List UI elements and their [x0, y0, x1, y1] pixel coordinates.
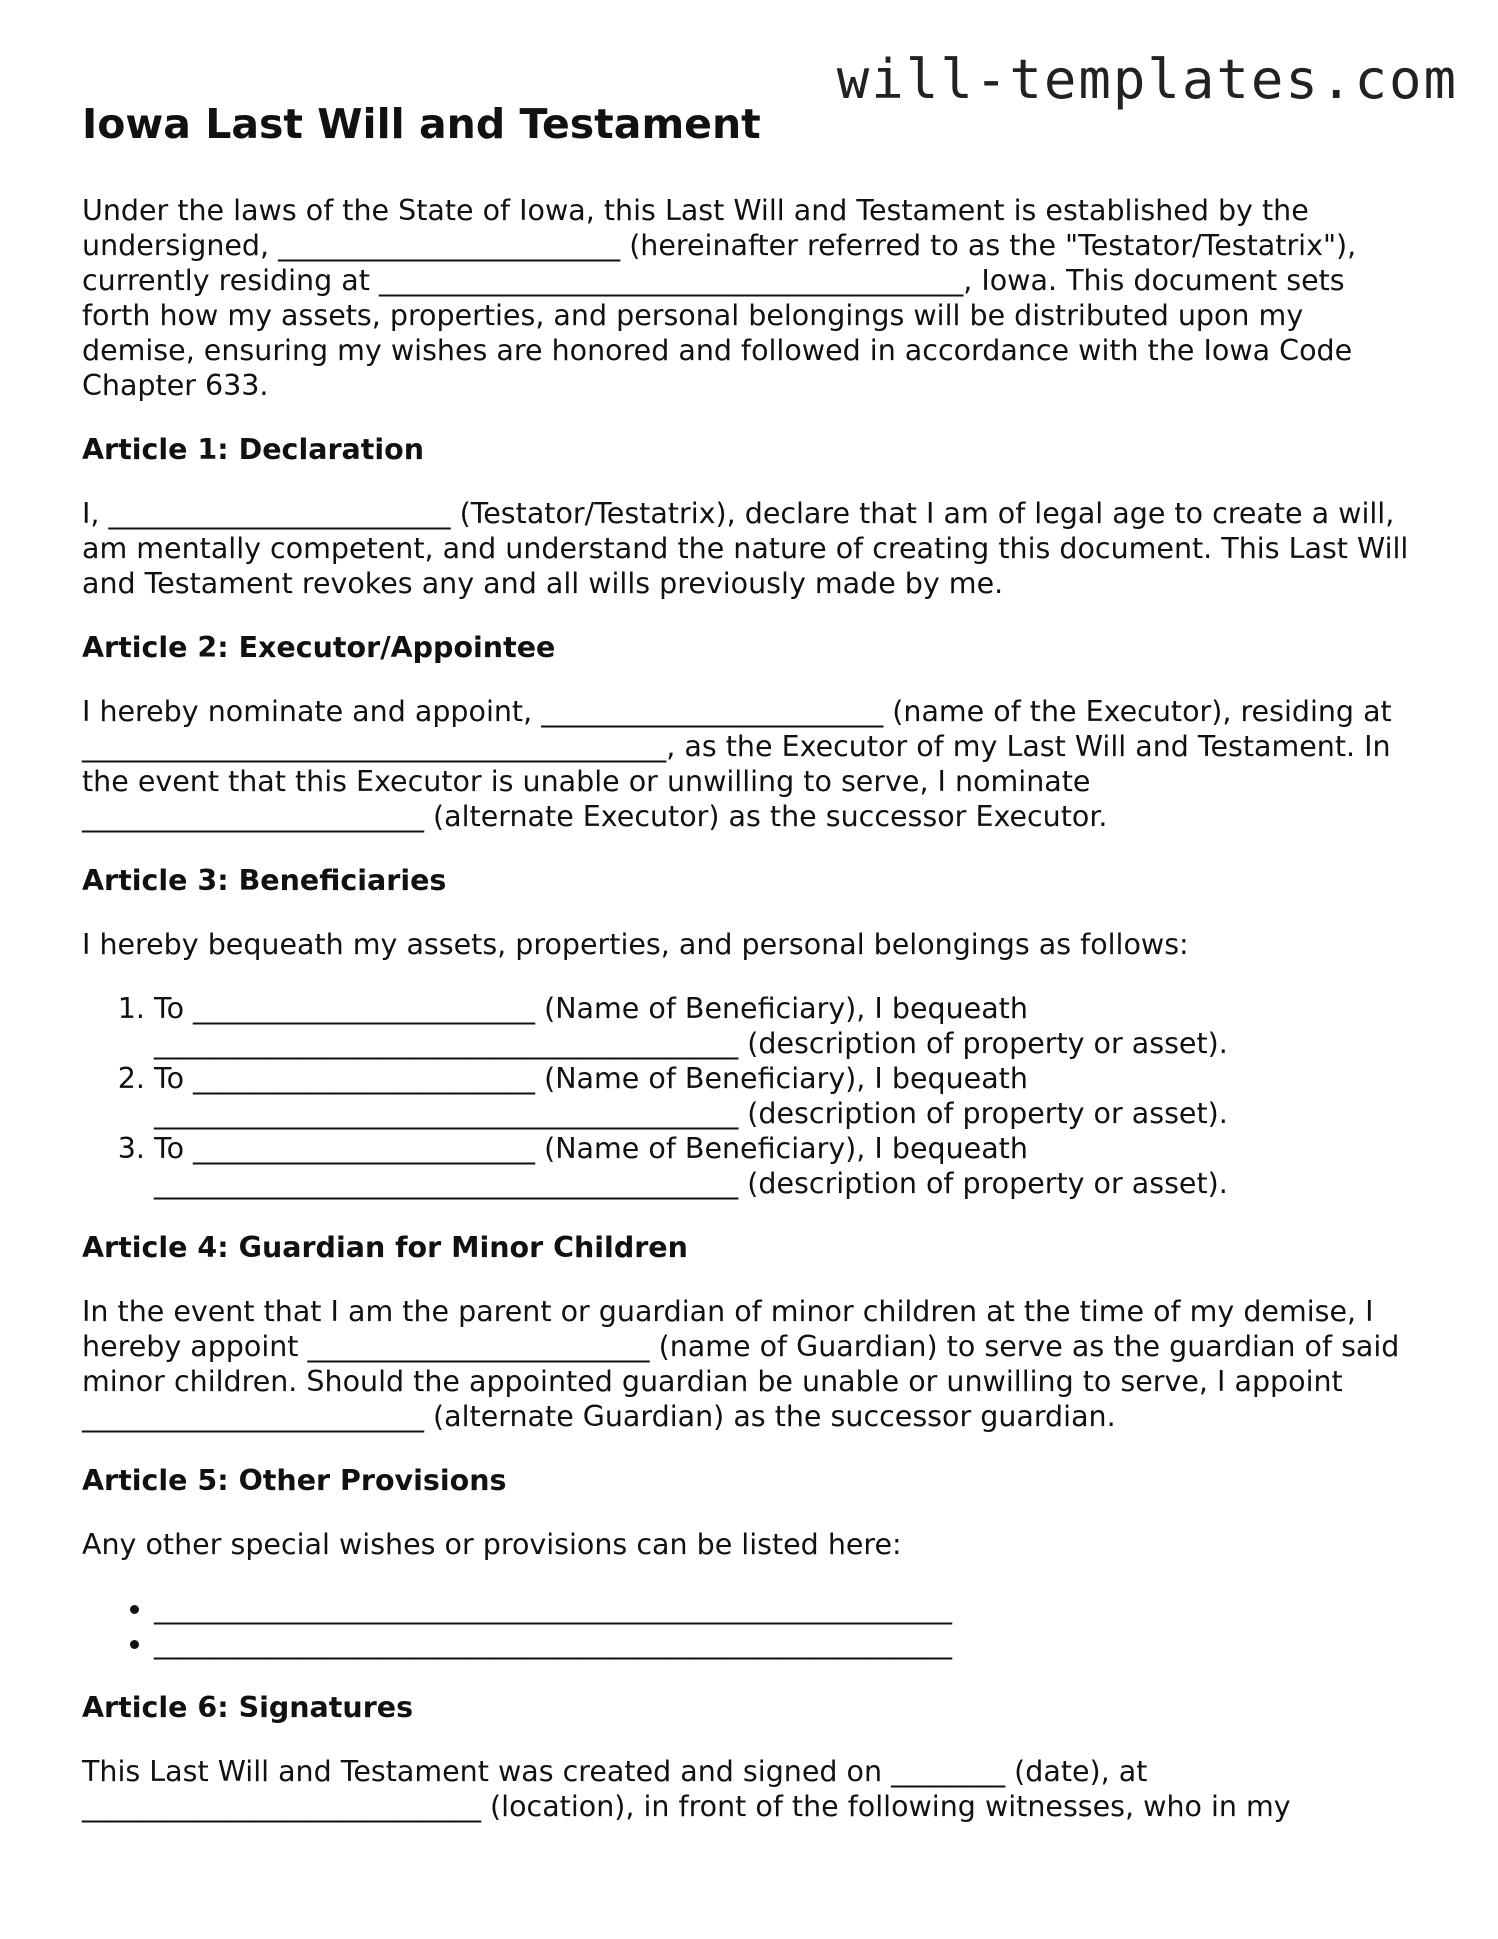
provision-item-1: • ________________________________________________________: [154, 1591, 1422, 1626]
beneficiary-item-1: 1. To ________________________ (Name of Beneficiary), I bequeath _________________________________________ (description of property or asset).: [154, 991, 1422, 1061]
intro-paragraph: Under the laws of the State of Iowa, this Last Will and Testament is established by the undersigned, ________________________ (hereinafter referred to as the "Testator/Testatrix"), currently residing at _________________________________________, Iowa. This document sets forth how my assets, properties, and personal belongings will be distributed upon my demise, ensuring my wishes are honored and followed in accordance with the Iowa Code Chapter 633.: [82, 194, 1357, 403]
article-4-body: In the event that I am the parent or guardian of minor children at the time of my demise, I hereby appoint ________________________ (name of Guardian) to serve as the guardian of said minor children. Should the appointed guardian be unable or unwilling to serve, I appoint ________________________ (alternate Guardian) as the successor guardian.: [82, 1295, 1400, 1434]
article-3-body: I hereby bequeath my assets, properties, and personal belongings as follows:: [82, 928, 1189, 962]
article-1-body: I, ________________________ (Testator/Testatrix), declare that I am of legal age to create a will, am mentally competent, and understand the nature of creating this document. This Last Will and Testament revokes any and all wills previously made by me.: [82, 497, 1409, 601]
article-6-body: This Last Will and Testament was created and signed on ________ (date), at ____________________________ (location), in front of the following witnesses, who in my: [82, 1755, 1291, 1824]
site-watermark: will-templates.com: [836, 48, 1458, 111]
document-title: Iowa Last Will and Testament: [82, 100, 761, 148]
article-2-heading: Article 2: Executor/Appointee: [82, 631, 556, 665]
article-4-heading: Article 4: Guardian for Minor Children: [82, 1231, 688, 1265]
beneficiary-item-2: 2. To ________________________ (Name of Beneficiary), I bequeath _________________________________________ (description of property or asset).: [154, 1061, 1422, 1131]
article-2-body: I hereby nominate and appoint, ________________________ (name of the Executor), residing at _________________________________________, as the Executor of my Last Will and Testament. In the event that this Executor is unable or unwilling to serve, I nominate ________________________ (alternate Executor) as the successor Executor.: [82, 695, 1392, 834]
provision-item-2: • ________________________________________________________: [154, 1626, 1422, 1661]
beneficiary-list: [82, 991, 1422, 1201]
document-page: [82, 100, 1422, 1853]
article-3-heading: Article 3: Beneficiaries: [82, 864, 447, 898]
article-6-heading: Article 6: Signatures: [82, 1691, 414, 1725]
article-5-body: Any other special wishes or provisions can be listed here:: [82, 1528, 902, 1562]
provisions-list: [82, 1591, 1422, 1661]
beneficiary-item-3: 3. To ________________________ (Name of Beneficiary), I bequeath _________________________________________ (description of property or asset).: [154, 1131, 1422, 1201]
article-5-heading: Article 5: Other Provisions: [82, 1464, 507, 1498]
article-1-heading: Article 1: Declaration: [82, 433, 424, 467]
